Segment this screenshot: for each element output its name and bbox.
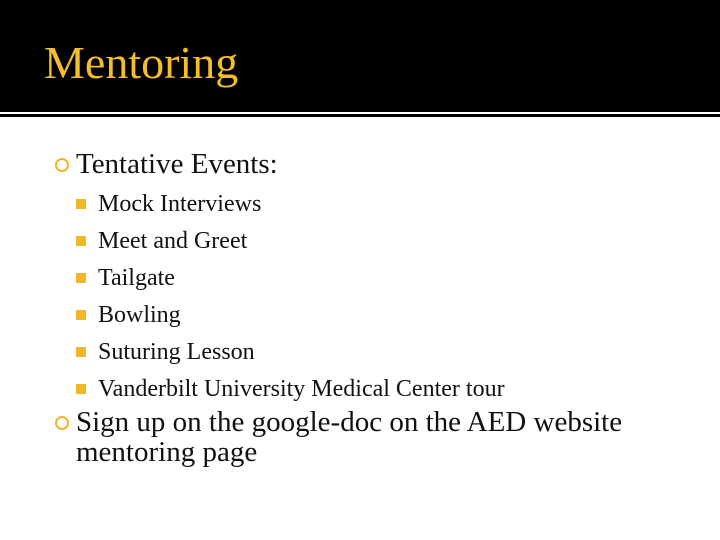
sub-bullet-text: Meet and Greet	[98, 228, 248, 254]
ring-bullet-icon	[55, 158, 69, 172]
sub-bullet-text: Bowling	[98, 302, 181, 328]
square-bullet-icon	[76, 310, 86, 320]
sub-bullet-text: Tailgate	[98, 265, 175, 291]
bullet-item-tentative-events	[55, 149, 278, 179]
square-bullet-icon	[76, 384, 86, 394]
sub-bullet-item	[76, 300, 181, 330]
sub-bullet-text: Suturing Lesson	[98, 339, 255, 365]
sub-bullet-item	[76, 189, 261, 219]
bullet-item-sign-up	[55, 407, 636, 467]
sub-bullet-item	[76, 374, 505, 404]
square-bullet-icon	[76, 236, 86, 246]
square-bullet-icon	[76, 273, 86, 283]
square-bullet-icon	[76, 347, 86, 357]
sub-bullet-text: Mock Interviews	[98, 191, 262, 217]
slide-title: Mentoring	[44, 37, 239, 88]
sub-bullet-item	[76, 226, 247, 256]
sub-bullet-item	[76, 337, 255, 367]
square-bullet-icon	[76, 199, 86, 209]
ring-bullet-icon	[55, 416, 69, 430]
sub-bullet-item	[76, 263, 175, 293]
bullet-text: Tentative Events:	[76, 148, 278, 180]
sub-bullet-text: Vanderbilt University Medical Center tour	[98, 376, 505, 402]
bullet-text: Sign up on the google-doc on the AED website mentoring page	[76, 406, 623, 468]
